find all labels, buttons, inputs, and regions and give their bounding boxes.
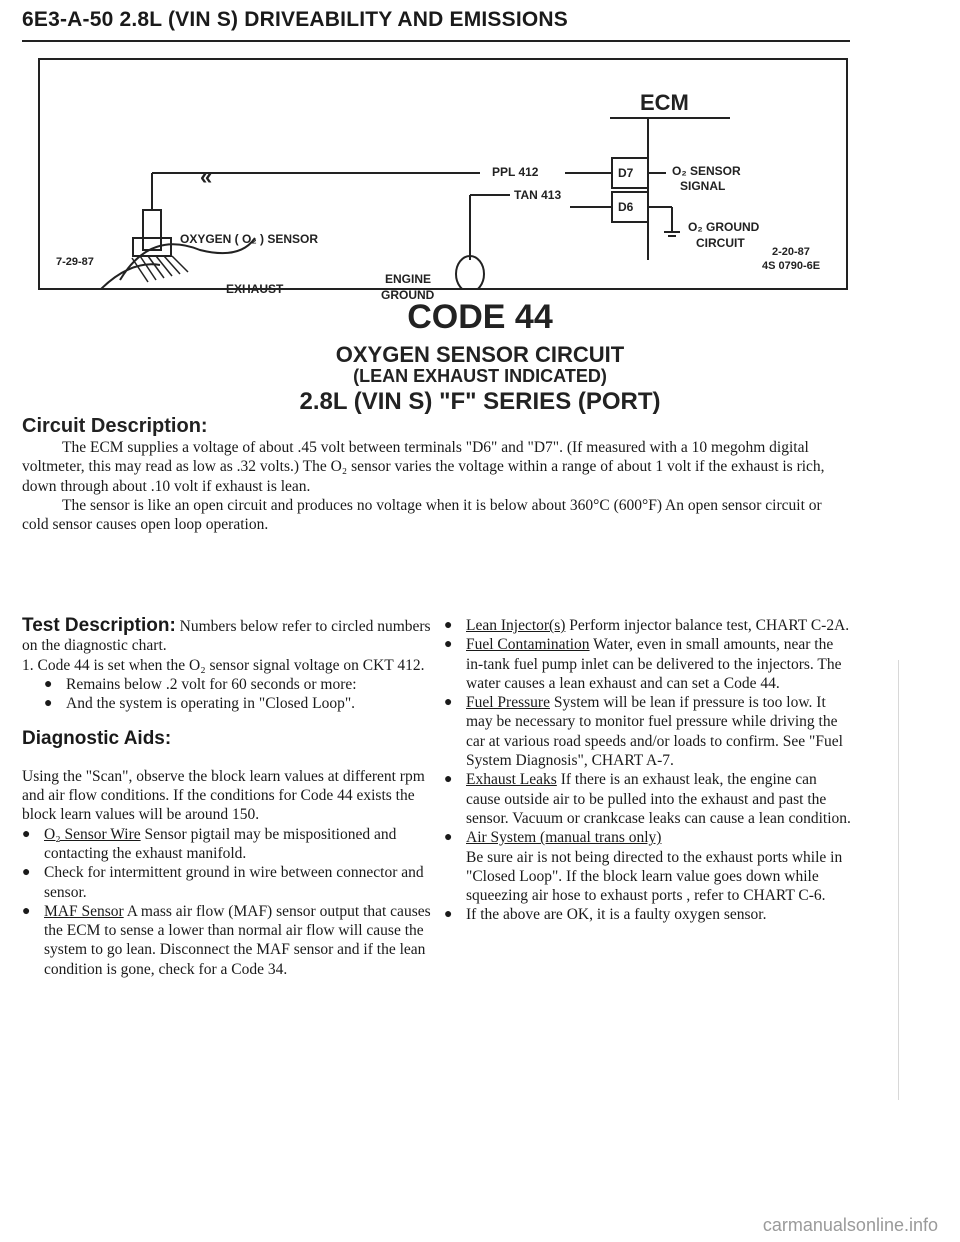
right-bullet-5-text: Be sure air is not being directed to the exhaust ports while in "Closed Loop". If the block learn value goes down while squeezing air hose to exhaust ports , refer to CHART C-6.	[466, 848, 843, 905]
right-bullet-6-text: If the above are OK, it is a faulty oxygen sensor.	[466, 906, 767, 924]
bullet-icon: ●	[44, 696, 53, 712]
diag-bullet-3-text: A mass air flow (MAF) sensor output that causes the ECM to sense a lower than normal air flow will cause the system to go lean. Disconnect the MAF sensor and if the lean condition is gone, check for a Code 34.	[44, 902, 431, 978]
bullet-icon: ●	[44, 676, 53, 692]
exhaust-label: EXHAUST	[226, 282, 284, 296]
test-description-heading: Test Description:	[22, 615, 176, 636]
right-bullet-5	[444, 828, 854, 905]
page-header: 6E3-A-50 2.8L (VIN S) DRIVEABILITY AND EMISSIONS	[22, 8, 568, 31]
right-bullet-4-title: Exhaust Leaks	[466, 771, 557, 789]
test-sub-1-text: Remains below .2 volt for 60 seconds or more:	[66, 675, 357, 693]
pin-d7: D7	[618, 166, 634, 180]
oxygen-sensor-label: OXYGEN ( O₂ ) SENSOR	[180, 232, 319, 246]
diagram-ref-code: 4S 0790-6E	[762, 260, 821, 272]
right-bullet-4-text: If there is an exhaust leak, the engine can cause outside air to be pulled into the exhaust and past the sensor. Vacuum or crankcase leaks can cause a lean condition.	[466, 771, 851, 827]
pin-d6: D6	[618, 200, 634, 214]
test-sub-2-text: And the system is operating in "Closed Loop".	[66, 695, 356, 713]
o2-signal-label-2: SIGNAL	[680, 179, 726, 193]
circuit-diagram	[38, 58, 848, 302]
right-bullet-6	[444, 905, 854, 924]
bullet-icon: ●	[22, 865, 31, 881]
svg-text:«: «	[200, 164, 213, 189]
right-bullet-1-title: Lean Injector(s)	[466, 617, 566, 634]
right-bullet-3	[444, 693, 854, 770]
diag-bullet-1-title: O₂ Sensor Wire	[44, 825, 141, 843]
test-description-intro: Numbers below refer to circled numbers on the diagnostic chart.	[22, 618, 431, 655]
diag-bullet-1	[22, 825, 434, 864]
circuit-description-p2: The sensor is like an open circuit and produces no voltage when it is below about 360°C (600°F) An open sensor circuit or cold sensor causes open loop operation.	[22, 496, 822, 534]
diag-bullet-2	[22, 863, 434, 902]
diagnostic-aids-intro: Using the "Scan", observe the block learn values at different rpm and air flow conditions. If the conditions for Code 44 exists the block learn values will be around 150.	[22, 767, 425, 824]
bullet-icon: ●	[444, 637, 453, 653]
tan-wire-label: TAN 413	[514, 188, 562, 202]
circuit-description-p1: The ECM supplies a voltage of about .45 volt between terminals "D6" and "D7". (If measured with a 10 megohm digital voltmeter, this may read as low as .32 volts.) The O₂ sensor varies the voltage within a range of about 1 volt if the exhaust is rich, down through about .10 volt if exhaust is lean.	[22, 439, 825, 495]
right-bullet-5-title: Air System (manual trans only)	[466, 829, 662, 847]
test-description	[22, 616, 434, 656]
bullet-icon: ●	[444, 907, 453, 923]
engine-ground-label-2: GROUND	[381, 288, 435, 302]
diagnostic-aids-heading: Diagnostic Aids:	[22, 728, 172, 750]
bullet-icon: ●	[444, 772, 453, 788]
ppl-wire-label: PPL 412	[492, 165, 539, 179]
diag-bullet-3-title: MAF Sensor	[44, 902, 124, 920]
right-column	[444, 616, 854, 925]
diag-bullet-2-text: Check for intermittent ground in wire between connector and sensor.	[44, 864, 424, 901]
indicated-subtitle: (LEAN EXHAUST INDICATED)	[353, 366, 607, 386]
diag-bullet-3	[22, 902, 434, 979]
right-bullet-2	[444, 635, 854, 693]
right-bullet-4	[444, 770, 854, 828]
circuit-description-heading: Circuit Description:	[22, 415, 208, 437]
right-bullet-3-title: Fuel Pressure	[466, 694, 550, 712]
diagram-date-left: 7-29-87	[56, 256, 94, 268]
diag-bullet-1-text: Sensor pigtail may be mispositioned and contacting the exhaust manifold.	[44, 825, 397, 862]
watermark: carmanualsonline.info	[762, 1215, 938, 1235]
bullet-icon: ●	[444, 618, 453, 633]
left-column	[22, 616, 434, 979]
bullet-icon: ●	[22, 826, 31, 842]
test-sub-2	[44, 694, 434, 713]
right-bullet-3-text: System will be lean if pressure is too low. It may be necessary to monitor fuel pressure while driving the car at various road speeds and/or loads to confirm. See "Fuel System Diagnosis", CHART A-7.	[466, 694, 843, 770]
test-item-1: 1. Code 44 is set when the O₂ sensor signal voltage on CKT 412.	[22, 656, 425, 674]
o2-signal-label: O₂ SENSOR	[672, 164, 741, 178]
page-edge-line	[898, 660, 899, 1100]
code-title: CODE 44	[407, 298, 553, 336]
o2-ground-label-2: CIRCUIT	[696, 236, 745, 250]
right-bullet-1	[444, 616, 854, 635]
test-sub-1	[44, 675, 434, 694]
right-bullet-2-title: Fuel Contamination	[466, 636, 590, 654]
header-rule	[22, 40, 850, 42]
right-bullet-2-text: Water, even in small amounts, near the in-tank fuel pump inlet can be delivered to the injectors. The water causes a lean exhaust and can set a Code 44.	[466, 636, 842, 692]
engine-ground-label: ENGINE	[385, 272, 432, 286]
bullet-icon: ●	[444, 830, 453, 846]
bullet-icon: ●	[22, 903, 31, 919]
circuit-title: OXYGEN SENSOR CIRCUIT	[335, 342, 625, 367]
ecm-label: ECM	[640, 90, 689, 115]
circuit-description	[22, 438, 852, 534]
diagram-date-right: 2-20-87	[772, 246, 810, 258]
o2-ground-label: O₂ GROUND	[688, 220, 760, 234]
right-bullet-1-text: Perform injector balance test, CHART C-2A.	[569, 617, 850, 634]
bullet-icon: ●	[444, 695, 453, 711]
series-title: 2.8L (VIN S) "F" SERIES (PORT)	[299, 388, 661, 415]
